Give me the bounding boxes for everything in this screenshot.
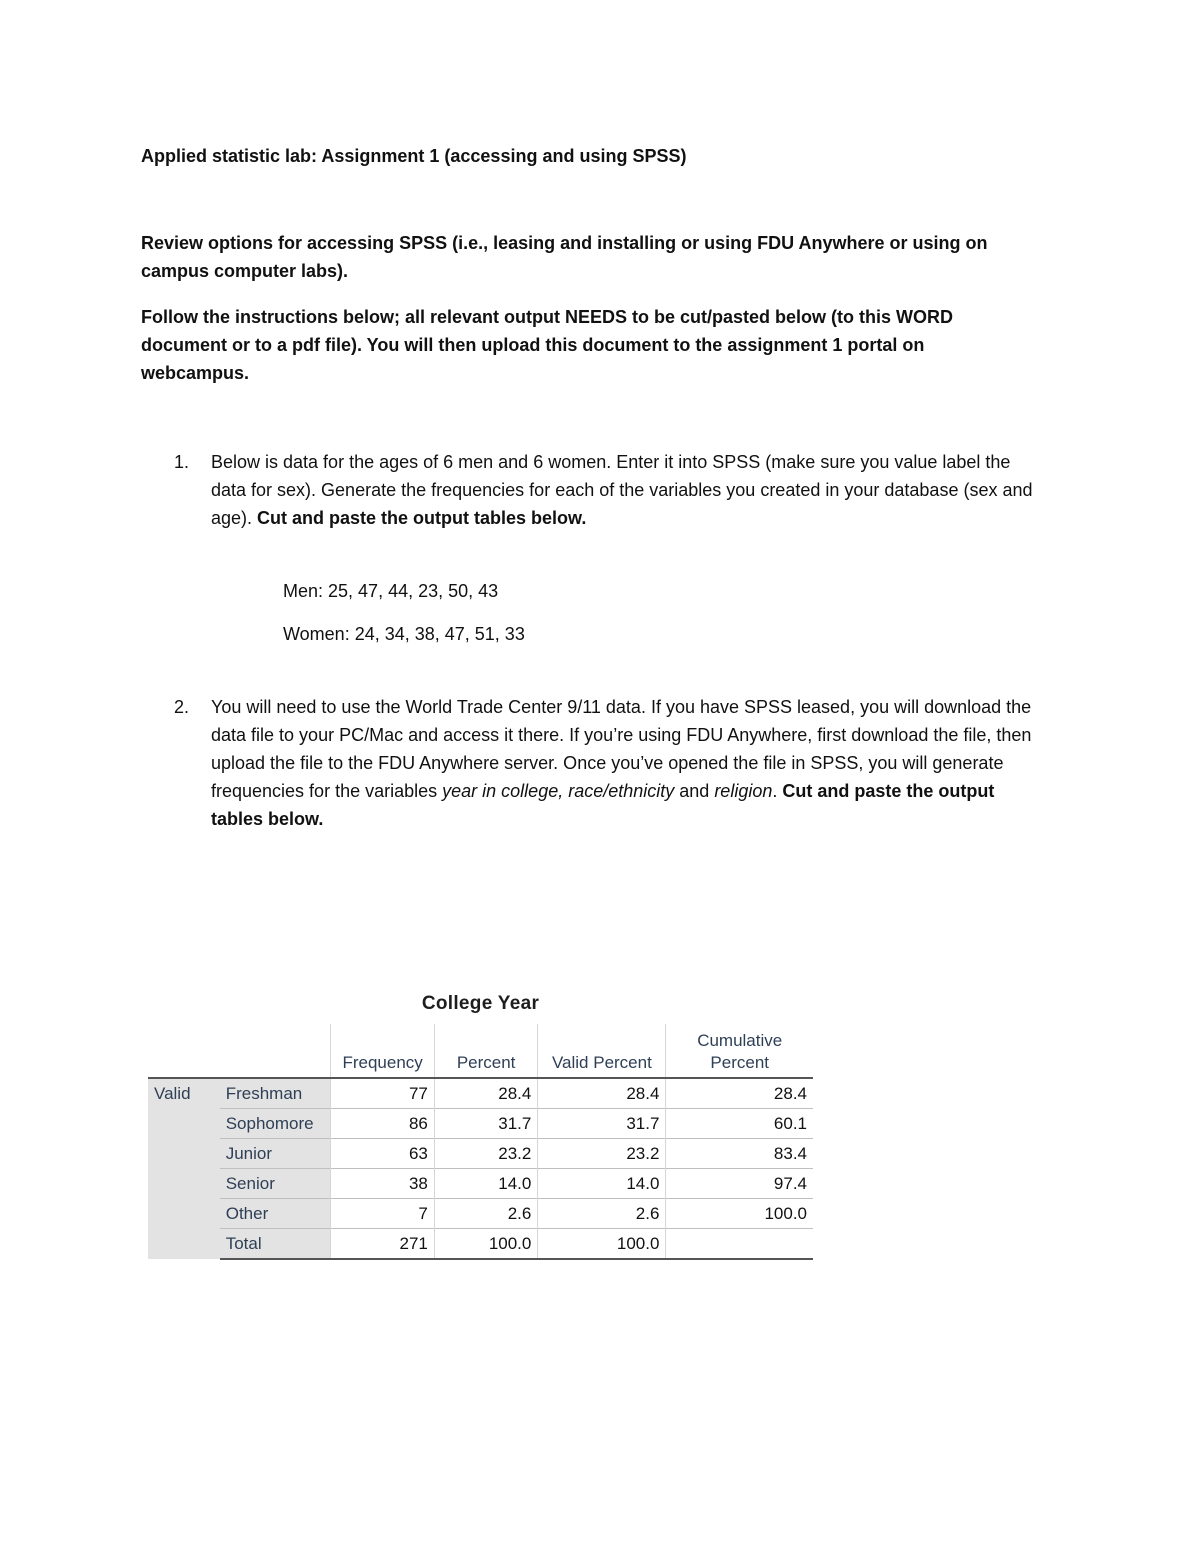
row-label: Senior [220, 1169, 331, 1199]
item-2-text [211, 693, 1041, 833]
cell-frequency: 38 [331, 1169, 434, 1199]
cell-cumulative-percent: 83.4 [666, 1139, 813, 1169]
item-2-body-a: You will need to use the World Trade Center 9/11 data. If you have SPSS leased, you will download the data file to your PC/Mac and access it there. If you’re using FDU Anywhere, first download the file, then upload the file to the FDU Anywhere server. Once you’ve opened the file in SPSS, you will generate frequencies for the variables [211, 697, 1032, 801]
header-cumulative-percent [666, 1024, 813, 1078]
header-frequency: Frequency [331, 1024, 434, 1078]
cell-valid-percent: 28.4 [538, 1078, 666, 1109]
row-label: Junior [220, 1139, 331, 1169]
item-1-number: 1. [174, 452, 190, 472]
cell-frequency: 63 [331, 1139, 434, 1169]
table-row-total [148, 1229, 813, 1260]
cell-percent: 23.2 [434, 1139, 537, 1169]
item-1-text [211, 448, 1041, 532]
cell-percent: 28.4 [434, 1078, 537, 1109]
table-header-row [148, 1024, 813, 1078]
cell-valid-percent: 2.6 [538, 1199, 666, 1229]
document-title: Applied statistic lab: Assignment 1 (accessing and using SPSS) [141, 146, 687, 166]
cell-cumulative-percent: 97.4 [666, 1169, 813, 1199]
item-1-bold: Cut and paste the output tables below. [257, 508, 587, 528]
cell-cumulative-percent [666, 1229, 813, 1260]
header-percent: Percent [434, 1024, 537, 1078]
men-ages: Men: 25, 47, 44, 23, 50, 43 [283, 581, 499, 601]
header-cumulative-line2: Percent [710, 1053, 770, 1072]
cell-frequency: 7 [331, 1199, 434, 1229]
women-ages: Women: 24, 34, 38, 47, 51, 33 [283, 624, 525, 644]
item-2-italic-a: year in college, race/ethnicity [442, 781, 675, 801]
item-2-number: 2. [174, 697, 190, 717]
header-valid-percent: Valid Percent [538, 1024, 666, 1078]
item-2-bold: Cut and paste the output tables below. [211, 781, 995, 829]
item-2-body-c: . [772, 781, 783, 801]
table-row [148, 1139, 813, 1169]
header-blank-group [148, 1024, 220, 1078]
header-cumulative-line1: Cumulative [697, 1031, 783, 1050]
item-2-italic-b: religion [714, 781, 773, 801]
instructions-paragraph: Follow the instructions below; all relevant output NEEDS to be cut/pasted below (to this WORD document or to a pdf file). You will then upload this document to the assignment 1 portal on webcampus. [141, 307, 954, 383]
row-label: Sophomore [220, 1109, 331, 1139]
cell-valid-percent: 14.0 [538, 1169, 666, 1199]
header-blank-label [220, 1024, 331, 1078]
table-row [148, 1199, 813, 1229]
cell-valid-percent: 23.2 [538, 1139, 666, 1169]
table-title: College Year [421, 993, 540, 1014]
cell-percent: 2.6 [434, 1199, 537, 1229]
table-row [148, 1109, 813, 1139]
cell-frequency: 271 [331, 1229, 434, 1260]
item-1-body: Below is data for the ages of 6 men and 6 women. Enter it into SPSS (make sure you value label the data for sex). Generate the frequencies for each of the variables you created in your database (sex and age). [211, 452, 1033, 528]
table-row [148, 1169, 813, 1199]
cell-valid-percent: 31.7 [538, 1109, 666, 1139]
frequency-table [148, 1024, 813, 1260]
cell-valid-percent: 100.0 [538, 1229, 666, 1260]
cell-frequency: 86 [331, 1109, 434, 1139]
review-paragraph: Review options for accessing SPSS (i.e., leasing and installing or using FDU Anywhere or using on campus computer labs). [141, 233, 988, 281]
row-label: Other [220, 1199, 331, 1229]
row-label: Freshman [220, 1078, 331, 1109]
cell-cumulative-percent: 60.1 [666, 1109, 813, 1139]
table-row [148, 1078, 813, 1109]
row-group-label: Valid [148, 1078, 220, 1259]
cell-percent: 31.7 [434, 1109, 537, 1139]
cell-frequency: 77 [331, 1078, 434, 1109]
cell-cumulative-percent: 100.0 [666, 1199, 813, 1229]
cell-percent: 100.0 [434, 1229, 537, 1260]
cell-percent: 14.0 [434, 1169, 537, 1199]
row-label: Total [220, 1229, 331, 1260]
item-2-body-b: and [674, 781, 715, 801]
cell-cumulative-percent: 28.4 [666, 1078, 813, 1109]
